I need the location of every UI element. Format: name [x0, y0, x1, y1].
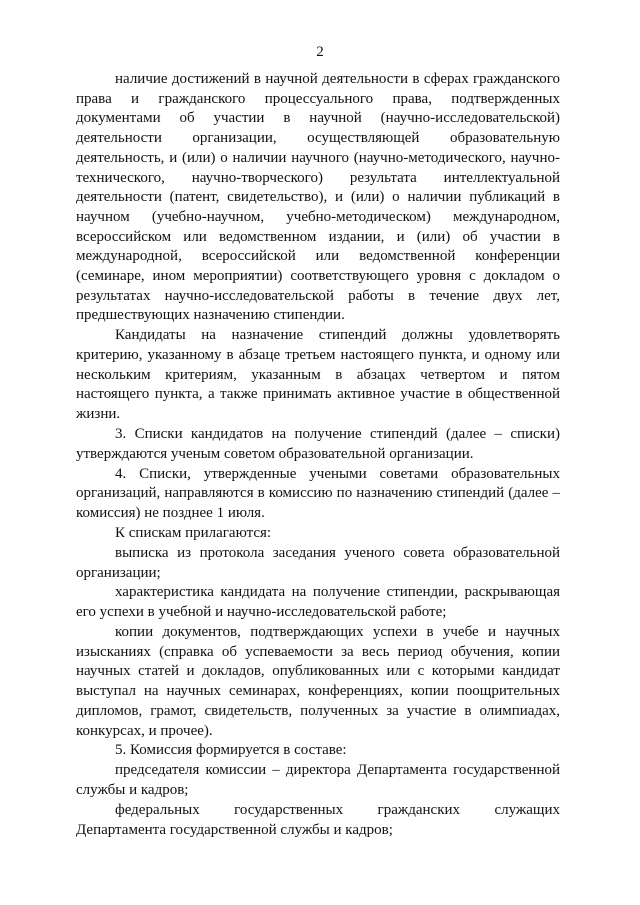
- paragraph-protocol-extract: выписка из протокола заседания ученого совета образовательной организации;: [76, 544, 560, 581]
- paragraph-item-4-lists-submission: 4. Списки, утвержденные учеными советами образовательных организаций, направляются в комиссию по назначению стипендий (далее – комиссия) не позднее 1 июля.: [76, 465, 560, 522]
- paragraph-item-5-commission: 5. Комиссия формируется в составе:: [115, 742, 347, 759]
- paragraph-commission-members: федеральных государственных гражданских служащих Департамента государственной службы и кадров;: [76, 801, 560, 838]
- paragraph-attachments-intro: К спискам прилагаются:: [115, 524, 272, 541]
- paragraph-candidate-requirements: Кандидаты на назначение стипендий должны удовлетворять критерию, указанному в абзаце третьем настоящего пункта, и одному или нескольким критериям, указанным в абзацах четвертом и пятом настоящего пункта, а также принимать активное участие в общественной жизни.: [76, 327, 560, 423]
- page-number: 2: [316, 44, 324, 60]
- paragraph-item-3-lists-approval: 3. Списки кандидатов на получение стипендий (далее – списки) утверждаются ученым советом образовательной организации.: [76, 426, 560, 462]
- document-body: [76, 70, 560, 840]
- paragraph-commission-chair: председателя комиссии – директора Департамента государственной службы и кадров;: [76, 762, 560, 798]
- paragraph-candidate-characteristic: характеристика кандидата на получение стипендии, раскрывающая его успехи в учебной и научно-исследовательской работе;: [76, 584, 560, 621]
- paragraph-achievements-criterion: наличие достижений в научной деятельности в сферах гражданского права и гражданского процессуального права, подтвержденных документами об участии в научной (научно-исследовательской) деятельности организации, осуществляющей образовательную деятельность, и (или) о наличии научного (научно-методического, научно-технического, научно-творческого) результата интеллектуальной деятельности (патент, свидетельство), и (или) о наличии публикаций в научном (учебно-научном, учебно-методическом) международном, всероссийском или ведомственном издании, и (или) об участии в международной, всероссийской или ведомственной конференции (семинаре, ином мероприятии) соответствующего уровня с докладом о результатах научно-исследовательской работы в течение двух лет, предшествующих назначению стипендии.: [76, 71, 560, 324]
- paragraph-document-copies: копии документов, подтверждающих успехи в учебе и научных изысканиях (справка об успеваемости за весь период обучения, копии научных статей и докладов, опубликованных или с которыми кандидат выступал на научных семинарах, конференциях, копии поощрительных дипломов, грамот, свидетельств, полученных за участие в олимпиадах, конкурсах, и прочее).: [76, 624, 560, 739]
